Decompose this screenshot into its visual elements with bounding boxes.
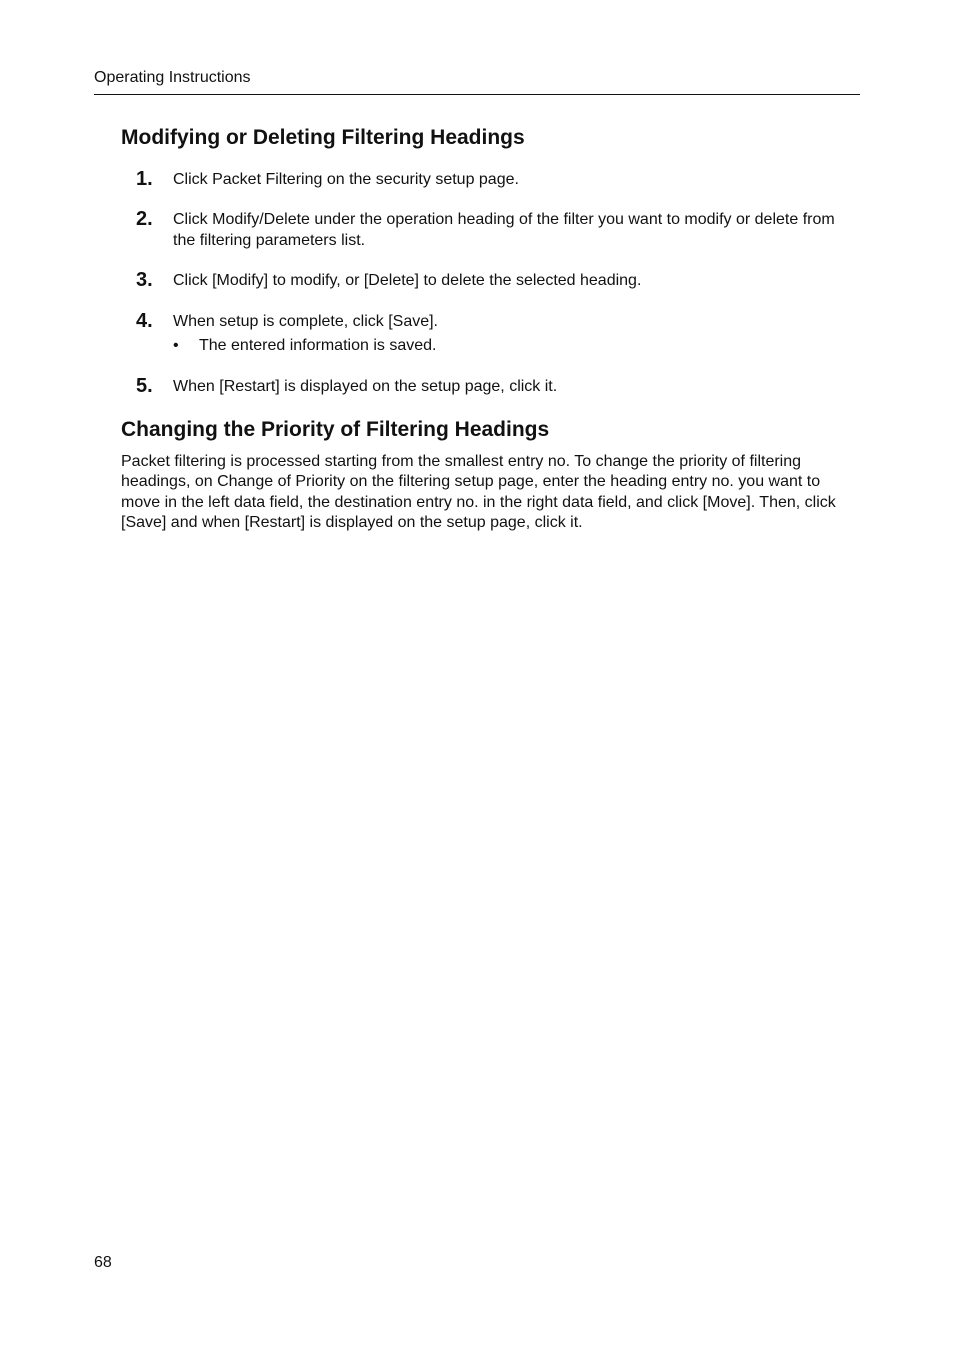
step-1 bbox=[136, 168, 860, 190]
bullet-text: The entered information is saved. bbox=[199, 337, 437, 354]
step-text: Click [Modify] to modify, or [Delete] to delete the selected heading. bbox=[173, 272, 642, 289]
step-3 bbox=[136, 269, 860, 291]
step-number: 1. bbox=[136, 168, 153, 190]
step-text: When setup is complete, click [Save]. bbox=[173, 313, 438, 330]
step-text: When [Restart] is displayed on the setup page, click it. bbox=[173, 378, 558, 395]
section-heading-modify-delete: Modifying or Deleting Filtering Headings bbox=[121, 126, 525, 149]
step-number: 3. bbox=[136, 269, 153, 291]
priority-paragraph: Packet filtering is processed starting from the smallest entry no. To change the priority of filtering headings, on Change of Priority on the filtering setup page, enter the heading entry no. you want to move in the left data field, the destination entry no. in the right data field, and click [Move]. Then, click [Save] and when [Restart] is displayed on the setup page, click it. bbox=[121, 453, 836, 531]
section-heading-priority: Changing the Priority of Filtering Headings bbox=[121, 418, 550, 441]
step-number: 2. bbox=[136, 208, 153, 230]
page-number: 68 bbox=[94, 1254, 112, 1271]
step-4-bullet bbox=[173, 335, 436, 356]
step-number: 4. bbox=[136, 310, 153, 332]
step-text: Click Modify/Delete under the operation heading of the filter you want to modify or delete from the filtering parameters list. bbox=[173, 211, 835, 249]
header-rule bbox=[94, 94, 860, 95]
bullet-icon: • bbox=[173, 337, 179, 354]
step-4 bbox=[136, 310, 860, 332]
step-text: Click Packet Filtering on the security setup page. bbox=[173, 171, 519, 188]
running-header: Operating Instructions bbox=[94, 69, 251, 86]
step-number: 5. bbox=[136, 375, 153, 397]
step-2 bbox=[136, 208, 860, 251]
step-5 bbox=[136, 375, 860, 397]
